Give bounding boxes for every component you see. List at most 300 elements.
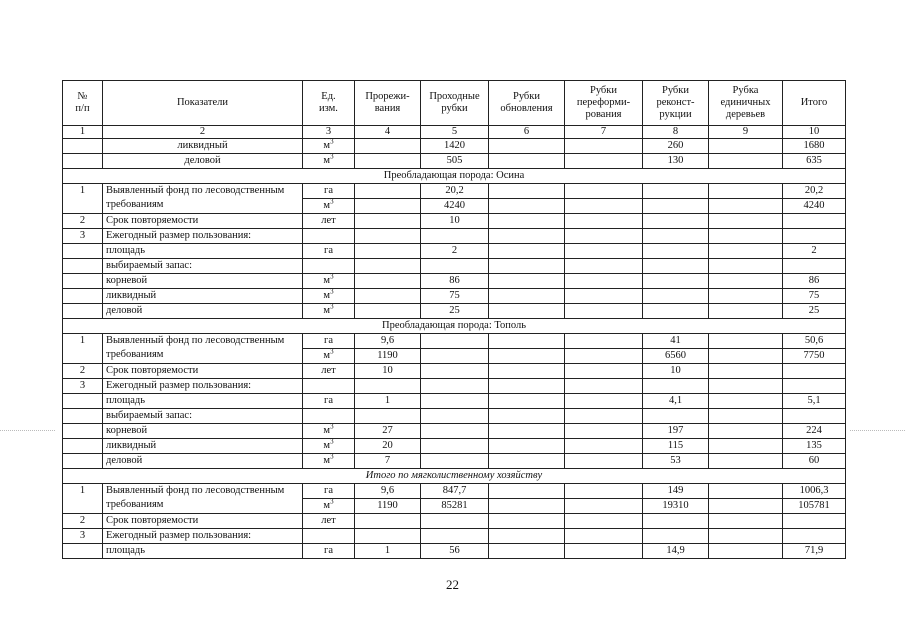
cell-total: 635 <box>783 154 846 169</box>
cell-reform <box>565 214 643 229</box>
cell-single <box>709 334 783 349</box>
cell-thinning <box>355 409 421 424</box>
cell-total: 224 <box>783 424 846 439</box>
cell-single <box>709 139 783 154</box>
cell-unit <box>303 259 355 274</box>
unit-superscript: 3 <box>330 453 334 461</box>
row-label: ликвидный <box>103 289 303 304</box>
cell-passing: 4240 <box>421 199 489 214</box>
cell-passing: 10 <box>421 214 489 229</box>
cell-unit: га <box>303 394 355 409</box>
row-label: Выявленный фонд по лесоводственным требованиям <box>103 334 303 364</box>
cell-unit: $м^3$ <box>303 349 355 364</box>
cell-reform <box>565 394 643 409</box>
cell-unit: $м^3$ <box>303 454 355 469</box>
cell-single <box>709 544 783 559</box>
cell-single <box>709 304 783 319</box>
cell-recon: 53 <box>643 454 709 469</box>
header-num: № п/п <box>63 81 103 126</box>
cell-num: 3 <box>63 229 103 244</box>
cell-total <box>783 514 846 529</box>
cell-num <box>63 544 103 559</box>
cell-unit: $м^3$ <box>303 199 355 214</box>
row-label: Срок повторяемости <box>103 514 303 529</box>
cell-total: 7750 <box>783 349 846 364</box>
row-label: корневой <box>103 274 303 289</box>
cell-num: 2 <box>63 214 103 229</box>
table-row <box>63 184 846 199</box>
cell-single <box>709 199 783 214</box>
table-row <box>63 529 846 544</box>
row-label: корневой <box>103 424 303 439</box>
unit-superscript: 3 <box>330 273 334 281</box>
cell-reform <box>565 364 643 379</box>
cell-passing: 505 <box>421 154 489 169</box>
cell-thinning <box>355 214 421 229</box>
cell-single <box>709 439 783 454</box>
cell-passing: 20,2 <box>421 184 489 199</box>
cell-recon: 197 <box>643 424 709 439</box>
cell-reform <box>565 439 643 454</box>
cell-passing: 25 <box>421 304 489 319</box>
cell-single <box>709 289 783 304</box>
cell-unit: лет <box>303 364 355 379</box>
page-number: 22 <box>446 577 459 592</box>
cell-total: 25 <box>783 304 846 319</box>
scan-artifact-right <box>850 430 905 431</box>
cell-thinning: 10 <box>355 364 421 379</box>
section-title: Итого по мягколиственному хозяйству <box>63 469 846 484</box>
cell-total: 5,1 <box>783 394 846 409</box>
cell-thinning: 9,6 <box>355 484 421 499</box>
cell-renewal <box>489 439 565 454</box>
cell-passing <box>421 529 489 544</box>
cell-passing: 1420 <box>421 139 489 154</box>
table-row <box>63 259 846 274</box>
cell-thinning <box>355 199 421 214</box>
unit-superscript: 3 <box>330 288 334 296</box>
cell-reform <box>565 409 643 424</box>
cell-thinning <box>355 529 421 544</box>
cell-unit <box>303 379 355 394</box>
cell-renewal <box>489 484 565 499</box>
row-label: Ежегодный размер пользования: <box>103 379 303 394</box>
cell-reform <box>565 304 643 319</box>
table-row <box>63 514 846 529</box>
cell-reform <box>565 259 643 274</box>
unit-superscript: 3 <box>330 348 334 356</box>
unit-superscript: 3 <box>330 438 334 446</box>
cell-thinning: 9,6 <box>355 334 421 349</box>
cell-reform <box>565 499 643 514</box>
cell-recon <box>643 184 709 199</box>
cell-renewal <box>489 199 565 214</box>
cell-reform <box>565 289 643 304</box>
row-label: Срок повторяемости <box>103 364 303 379</box>
col-number: 10 <box>783 126 846 139</box>
cell-unit: га <box>303 484 355 499</box>
cell-recon <box>643 274 709 289</box>
cell-total <box>783 229 846 244</box>
cell-renewal <box>489 289 565 304</box>
cell-unit: $м^3$ <box>303 499 355 514</box>
cell-num: 3 <box>63 529 103 544</box>
cell-passing: 847,7 <box>421 484 489 499</box>
cell-reform <box>565 514 643 529</box>
row-label: Выявленный фонд по лесоводственным требованиям <box>103 484 303 514</box>
section-title: Преобладающая порода: Тополь <box>63 319 846 334</box>
cell-reform <box>565 184 643 199</box>
cell-num <box>63 409 103 424</box>
cell-renewal <box>489 364 565 379</box>
forest-use-table <box>62 80 846 559</box>
cell-num <box>63 154 103 169</box>
cell-passing <box>421 514 489 529</box>
cell-single <box>709 259 783 274</box>
table-row <box>63 334 846 349</box>
section-title: Преобладающая порода: Осина <box>63 169 846 184</box>
cell-passing <box>421 409 489 424</box>
cell-single <box>709 394 783 409</box>
table-row <box>63 439 846 454</box>
cell-single <box>709 274 783 289</box>
cell-recon: 41 <box>643 334 709 349</box>
cell-unit: га <box>303 544 355 559</box>
cell-recon <box>643 244 709 259</box>
cell-thinning <box>355 184 421 199</box>
header-renewal: Рубки обновления <box>489 81 565 126</box>
cell-passing <box>421 454 489 469</box>
cell-reform <box>565 454 643 469</box>
header-single: Рубка единичных деревьев <box>709 81 783 126</box>
table-row <box>63 214 846 229</box>
cell-renewal <box>489 154 565 169</box>
table-row <box>63 139 846 154</box>
cell-thinning <box>355 379 421 394</box>
cell-reform <box>565 349 643 364</box>
cell-single <box>709 349 783 364</box>
table-row <box>63 364 846 379</box>
cell-unit: $м^3$ <box>303 154 355 169</box>
cell-total: 1680 <box>783 139 846 154</box>
row-label: ликвидный <box>103 439 303 454</box>
cell-unit: $м^3$ <box>303 274 355 289</box>
header-reform: Рубки переформи- рования <box>565 81 643 126</box>
section-title-row <box>63 169 846 184</box>
unit-superscript: 3 <box>330 138 334 146</box>
cell-single <box>709 409 783 424</box>
cell-num <box>63 259 103 274</box>
row-label: Ежегодный размер пользования: <box>103 229 303 244</box>
cell-recon <box>643 229 709 244</box>
cell-num: 2 <box>63 514 103 529</box>
cell-renewal <box>489 229 565 244</box>
cell-single <box>709 364 783 379</box>
cell-renewal <box>489 379 565 394</box>
cell-unit <box>303 409 355 424</box>
row-label: Срок повторяемости <box>103 214 303 229</box>
cell-thinning <box>355 289 421 304</box>
cell-unit: га <box>303 184 355 199</box>
header-passing: Проходные рубки <box>421 81 489 126</box>
cell-single <box>709 424 783 439</box>
cell-thinning: 20 <box>355 439 421 454</box>
cell-thinning <box>355 154 421 169</box>
cell-single <box>709 529 783 544</box>
row-label: выбираемый запас: <box>103 259 303 274</box>
row-label: Ежегодный размер пользования: <box>103 529 303 544</box>
cell-recon <box>643 259 709 274</box>
cell-recon: 130 <box>643 154 709 169</box>
cell-single <box>709 229 783 244</box>
cell-passing: 86 <box>421 274 489 289</box>
table-row <box>63 304 846 319</box>
col-number: 7 <box>565 126 643 139</box>
cell-reform <box>565 274 643 289</box>
row-label: площадь <box>103 244 303 259</box>
cell-num: 1 <box>63 484 103 514</box>
cell-reform <box>565 334 643 349</box>
cell-recon <box>643 529 709 544</box>
cell-num: 1 <box>63 184 103 214</box>
cell-total: 50,6 <box>783 334 846 349</box>
section-title-row <box>63 319 846 334</box>
cell-total <box>783 529 846 544</box>
cell-thinning: 7 <box>355 454 421 469</box>
cell-single <box>709 379 783 394</box>
cell-passing <box>421 229 489 244</box>
cell-num: 2 <box>63 364 103 379</box>
cell-thinning <box>355 244 421 259</box>
cell-recon: 149 <box>643 484 709 499</box>
cell-single <box>709 484 783 499</box>
cell-renewal <box>489 499 565 514</box>
cell-total: 105781 <box>783 499 846 514</box>
cell-passing <box>421 424 489 439</box>
col-number: 6 <box>489 126 565 139</box>
col-number: 5 <box>421 126 489 139</box>
cell-recon <box>643 289 709 304</box>
cell-renewal <box>489 139 565 154</box>
cell-num <box>63 139 103 154</box>
table-row <box>63 484 846 499</box>
cell-num: 1 <box>63 334 103 364</box>
cell-num <box>63 289 103 304</box>
cell-passing: 75 <box>421 289 489 304</box>
header-unit: Ед. изм. <box>303 81 355 126</box>
cell-recon <box>643 379 709 394</box>
cell-recon: 10 <box>643 364 709 379</box>
cell-thinning: 1 <box>355 394 421 409</box>
row-label: деловой <box>103 454 303 469</box>
col-number: 9 <box>709 126 783 139</box>
cell-recon <box>643 304 709 319</box>
cell-reform <box>565 379 643 394</box>
table-row <box>63 274 846 289</box>
cell-num <box>63 244 103 259</box>
table-row <box>63 154 846 169</box>
cell-total <box>783 214 846 229</box>
cell-total: 60 <box>783 454 846 469</box>
unit-superscript: 3 <box>330 198 334 206</box>
table-row <box>63 454 846 469</box>
cell-num <box>63 439 103 454</box>
cell-passing <box>421 439 489 454</box>
cell-renewal <box>489 214 565 229</box>
cell-reform <box>565 154 643 169</box>
cell-recon: 14,9 <box>643 544 709 559</box>
table-row <box>63 394 846 409</box>
cell-thinning: 1190 <box>355 349 421 364</box>
cell-thinning <box>355 229 421 244</box>
unit-superscript: 3 <box>330 423 334 431</box>
cell-single <box>709 454 783 469</box>
cell-total: 1006,3 <box>783 484 846 499</box>
row-label: площадь <box>103 544 303 559</box>
cell-reform <box>565 529 643 544</box>
cell-total <box>783 379 846 394</box>
cell-recon <box>643 199 709 214</box>
table-row <box>63 244 846 259</box>
header-thinning: Прорежи- вания <box>355 81 421 126</box>
cell-single <box>709 499 783 514</box>
header-row <box>63 81 846 126</box>
cell-thinning <box>355 274 421 289</box>
unit-superscript: 3 <box>330 498 334 506</box>
cell-total <box>783 259 846 274</box>
cell-total <box>783 409 846 424</box>
cell-num <box>63 394 103 409</box>
unit-superscript: 3 <box>330 153 334 161</box>
row-label: ликвидный <box>103 139 303 154</box>
cell-passing <box>421 394 489 409</box>
row-label: деловой <box>103 304 303 319</box>
cell-renewal <box>489 334 565 349</box>
cell-renewal <box>489 454 565 469</box>
column-number-row <box>63 126 846 139</box>
cell-passing <box>421 334 489 349</box>
cell-num <box>63 304 103 319</box>
table-row <box>63 229 846 244</box>
row-label: деловой <box>103 154 303 169</box>
row-label: Выявленный фонд по лесоводственным требованиям <box>103 184 303 214</box>
cell-passing: 2 <box>421 244 489 259</box>
cell-total: 86 <box>783 274 846 289</box>
cell-single <box>709 244 783 259</box>
cell-renewal <box>489 424 565 439</box>
cell-thinning: 1190 <box>355 499 421 514</box>
cell-unit: $м^3$ <box>303 304 355 319</box>
cell-reform <box>565 199 643 214</box>
cell-renewal <box>489 529 565 544</box>
cell-total: 4240 <box>783 199 846 214</box>
cell-total <box>783 364 846 379</box>
cell-unit: $м^3$ <box>303 424 355 439</box>
cell-num: 3 <box>63 379 103 394</box>
cell-renewal <box>489 274 565 289</box>
cell-thinning <box>355 514 421 529</box>
cell-thinning <box>355 259 421 274</box>
col-number: 8 <box>643 126 709 139</box>
table-row <box>63 289 846 304</box>
cell-recon <box>643 514 709 529</box>
cell-reform <box>565 229 643 244</box>
table-row <box>63 544 846 559</box>
cell-passing <box>421 379 489 394</box>
cell-reform <box>565 484 643 499</box>
cell-thinning <box>355 304 421 319</box>
col-number: 2 <box>103 126 303 139</box>
cell-renewal <box>489 244 565 259</box>
unit-superscript: 3 <box>330 303 334 311</box>
cell-recon: 4,1 <box>643 394 709 409</box>
row-label: площадь <box>103 394 303 409</box>
col-number: 4 <box>355 126 421 139</box>
cell-single <box>709 154 783 169</box>
cell-recon: 115 <box>643 439 709 454</box>
cell-unit: $м^3$ <box>303 139 355 154</box>
table-row <box>63 424 846 439</box>
cell-unit <box>303 229 355 244</box>
cell-single <box>709 214 783 229</box>
header-total: Итого <box>783 81 846 126</box>
cell-num <box>63 274 103 289</box>
header-indicators: Показатели <box>103 81 303 126</box>
cell-renewal <box>489 514 565 529</box>
cell-renewal <box>489 394 565 409</box>
cell-renewal <box>489 409 565 424</box>
cell-passing <box>421 364 489 379</box>
cell-renewal <box>489 349 565 364</box>
cell-reform <box>565 139 643 154</box>
scan-artifact-left <box>0 430 55 431</box>
cell-thinning <box>355 139 421 154</box>
cell-unit: лет <box>303 514 355 529</box>
row-label: выбираемый запас: <box>103 409 303 424</box>
cell-total: 135 <box>783 439 846 454</box>
cell-unit: га <box>303 334 355 349</box>
cell-unit: лет <box>303 214 355 229</box>
cell-single <box>709 184 783 199</box>
section-title-row <box>63 469 846 484</box>
cell-num <box>63 454 103 469</box>
cell-total: 75 <box>783 289 846 304</box>
cell-thinning: 1 <box>355 544 421 559</box>
cell-renewal <box>489 259 565 274</box>
cell-reform <box>565 424 643 439</box>
cell-renewal <box>489 184 565 199</box>
cell-recon: 6560 <box>643 349 709 364</box>
cell-single <box>709 514 783 529</box>
cell-total: 71,9 <box>783 544 846 559</box>
cell-passing <box>421 349 489 364</box>
header-recon: Рубки реконст- рукции <box>643 81 709 126</box>
cell-thinning: 27 <box>355 424 421 439</box>
cell-recon: 260 <box>643 139 709 154</box>
cell-num <box>63 424 103 439</box>
cell-reform <box>565 544 643 559</box>
table-row <box>63 409 846 424</box>
cell-unit: $м^3$ <box>303 439 355 454</box>
table-row <box>63 379 846 394</box>
cell-total: 2 <box>783 244 846 259</box>
cell-renewal <box>489 304 565 319</box>
cell-recon <box>643 214 709 229</box>
cell-passing: 85281 <box>421 499 489 514</box>
cell-total: 20,2 <box>783 184 846 199</box>
cell-recon: 19310 <box>643 499 709 514</box>
cell-reform <box>565 244 643 259</box>
